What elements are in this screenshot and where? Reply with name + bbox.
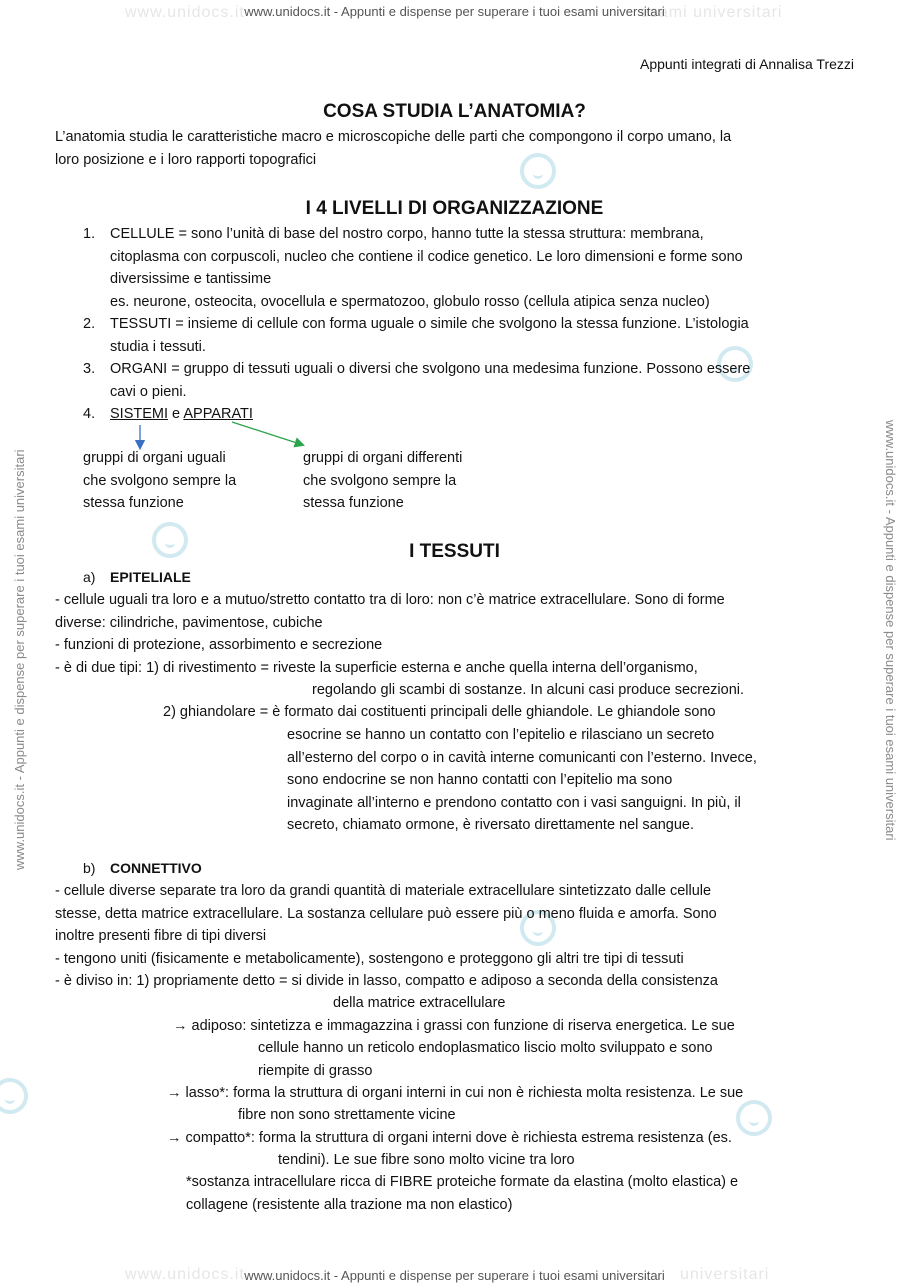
watermark-side-left: www.unidocs.it - Appunti e dispense per superare i tuoi esami universitari [12,449,27,870]
section-title-anatomia: COSA STUDIA L’ANATOMIA? [323,101,586,122]
author-note: Appunti integrati di Annalisa Trezzi [639,56,854,72]
ghiandolare-text: esocrine se hanno un contatto con l’epitelio e rilasciano un secreto all’esterno del corpo o in cavità interne comunicanti con l’esterno. Invece, sono endocrine se non hanno contatti con l’epitelio ma sono invaginate all’interno e prendono contatto con i vasi sanguigni. In più, il secreto, chiamato ormone, è riversato direttamente nel sangue. [287,727,757,833]
list-item-sistemi-apparati: SISTEMI e APPARATI [110,406,253,422]
lasso-head: → lasso*: forma la struttura di organi interni in cui non è richiesta molta resistenza. Le sue [167,1085,744,1101]
section-title-tessuti: I TESSUTI [409,541,500,562]
list-number: 4. [83,406,96,422]
watermark-faint: universitari [680,1266,770,1283]
ghiandolare-head: 2) ghiandolare = è formato dai costituenti principali delle ghiandole. Le ghiandole sono [163,704,716,720]
epiteliale-text: - cellule uguali tra loro e a mutuo/stretto contatto tra di loro: non c’è matrice extracellulare. Sono di forme diverse: cilindriche, pavimentose, cubiche - funzioni di protezione, assorbimento e secrezione - è di due tipi: 1) di rivestimento = riveste la superficie esterna e anche quella interna dell’organismo, [55,592,725,676]
section-title-livelli: I 4 LIVELLI DI ORGANIZZAZIONE [305,198,604,219]
rivestimento-continuation: regolando gli scambi di sostanze. In alcuni casi produce secrezioni. [312,682,745,698]
apparati-description: gruppi di organi differenti che svolgono sempre la stessa funzione [303,450,463,511]
fibre-footnote: *sostanza intracellulare ricca di FIBRE proteiche formate da elastina (molto elastica) e collagene (resistente alla trazione ma non elastico) [186,1174,739,1213]
subsection-letter: a) [83,569,96,585]
watermark-faint: www.unidocs.it [125,1266,245,1283]
adiposo-head: → adiposo: sintetizza e immagazzina i grassi con funzione di riserva energetica. Le sue [173,1018,735,1034]
compatto-text: tendini). Le sue fibre sono molto vicine tra loro [278,1152,575,1168]
list-item-organi: ORGANI = gruppo di tessuti uguali o diversi che svolgono una medesima funzione. Possono essere cavi o pieni. [110,361,751,400]
watermark-side-right: www.unidocs.it - Appunti e dispense per superare i tuoi esami universitari [883,420,898,841]
sistemi-description: gruppi di organi uguali che svolgono sempre la stessa funzione [83,450,237,511]
watermark-footer: www.unidocs.it - Appunti e dispense per superare i tuoi esami universitari [244,1268,665,1283]
list-item-tessuti: TESSUTI = insieme di cellule con forma uguale o simile che svolgono la stessa funzione. L’istologia studia i tessuti. [110,316,749,355]
sistemi-label: SISTEMI [110,406,169,422]
propriamente-continuation: della matrice extracellulare [333,995,506,1011]
subsection-letter: b) [83,860,96,876]
watermark-faint: www.unidocs.it [125,4,245,21]
list-number: 1. [83,226,96,242]
subsection-title-connettivo: CONNETTIVO [110,860,202,876]
paragraph-anatomia: L’anatomia studia le caratteristiche macro e microscopiche delle parti che compongono il corpo umano, la loro posizione e i loro rapporti topografici [55,129,732,168]
adiposo-text: cellule hanno un reticolo endoplasmatico liscio molto sviluppato e sono riempite di grasso [258,1040,713,1079]
apparati-label: APPARATI [183,406,253,422]
arrow-apparati-icon [232,422,300,444]
lasso-text: fibre non sono strettamente vicine [238,1107,456,1123]
list-number: 3. [83,361,96,377]
watermark-header: www.unidocs.it - Appunti e dispense per superare i tuoi esami universitari [244,4,665,19]
watermark-faint: esami universitari [640,4,783,21]
subsection-title-epiteliale: EPITELIALE [110,569,191,585]
compatto-head: → compatto*: forma la struttura di organi interni dove è richiesta estrema resistenza (es. [167,1130,732,1146]
list-number: 2. [83,316,96,332]
list-item-cellule: CELLULE = sono l’unità di base del nostro corpo, hanno tutte la stessa struttura: membrana, citoplasma con corpuscoli, nucleo che contiene il codice genetico. Le loro dimensioni e forme sono diversissime e tantissime es. neurone, osteocita, ovocellula e spermatozoo, globulo rosso (cellula atipica senza nucleo) [110,226,743,310]
connettivo-text: - cellule diverse separate tra loro da grandi quantità di materiale extracellulare sintetizzato dalle cellule stesse, detta matrice extracellulare. La sostanza cellulare può essere più o meno fluida e amorfa. Sono inoltre presenti fibre di tipi diversi - tengono uniti (fisicamente e metabolicamente), sostengono e proteggono gli altri tre tipi di tessuti - è diviso in: 1) propriamente detto = si divide in lasso, compatto e adiposo a seconda della consistenza [55,883,718,989]
